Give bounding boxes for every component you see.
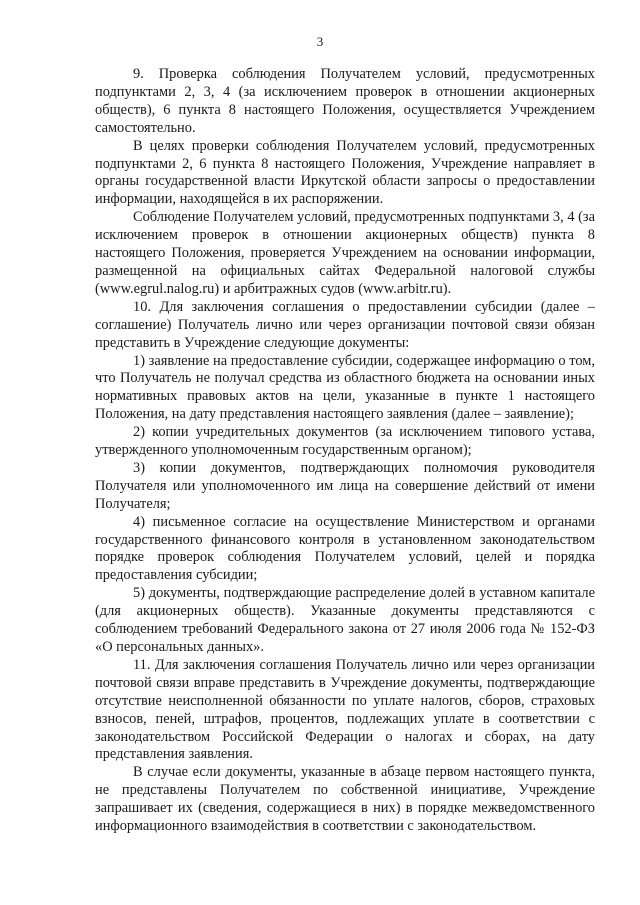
list-item-1-application: 1) заявление на предоставление субсидии, содержащее информацию о том, что Получатель не получал средства из областного бюджета на основании иных нормативных правовых актов на цели, указанные в пункте 1 настоящего Положения, на дату представления настоящего заявления (далее – заявление); (95, 352, 595, 423)
list-item-5-share-documents: 5) документы, подтверждающие распределение долей в уставном капитале (для акционерных обществ). Указанные документы представляются с соблюдением требований Федерального закона от 27 июля 2006 года № 152-ФЗ «О персональных данных». (95, 585, 595, 655)
paragraph-9-verification: 9. Проверка соблюдения Получателем условий, предусмотренных подпунктами 2, 3, 4 (за исключением проверок в отношении акционерных обществ), 6 пункта 8 настоящего Положения, осуществляется Учреждением самостоятельно. (95, 66, 595, 136)
document-body (95, 66, 595, 836)
page-number: 3 (316, 34, 324, 49)
paragraph-10-documents: 10. Для заключения соглашения о предоставлении субсидии (далее – соглашение) Получатель лично или через организации почтовой связи обязан представить в Учреждение следующие документы: (95, 298, 595, 351)
paragraph-11-tax-documents: 11. Для заключения соглашения Получатель лично или через организации почтовой связи вправе представить в Учреждение документы, подтверждающие отсутствие неисполненной обязанности по уплате налогов, сборов, страховых взносов, пеней, штрафов, процентов, подлежащих уплате в соответствии с законодательством Российской Федерации о налогах и сборах, на дату представления заявления. (95, 656, 595, 763)
list-item-4-written-consent: 4) письменное согласие на осуществление Министерством и органами государственного финансового контроля в установленном законодательством порядке проверок соблюдения Получателем условий, целей и порядка предоставления субсидии; (95, 513, 595, 584)
paragraph-interagency-request: В случае если документы, указанные в абзаце первом настоящего пункта, не представлены Получателем по собственной инициативе, Учреждение запрашивает их (сведения, содержащиеся в них) в порядке межведомственного информационного взаимодействия в соответствии с законодательством. (95, 764, 595, 835)
paragraph-compliance-check: Соблюдение Получателем условий, предусмотренных подпунктами 3, 4 (за исключением проверок в отношении акционерных обществ) пункта 8 настоящего Положения, проверяется Учреждением на основании информации, размещенной на официальных сайтах Федеральной налоговой службы (www.egrul.nalog.ru) и арбитражных судов (www.arbitr.ru). (95, 209, 595, 297)
list-item-3-authority-documents: 3) копии документов, подтверждающих полномочия руководителя Получателя или уполномоченного им лица на совершение действий от имени Получателя; (95, 459, 595, 512)
paragraph-verification-requests: В целях проверки соблюдения Получателем условий, предусмотренных подпунктами 2, 6 пункта 8 настоящего Положения, Учреждение направляет в органы государственной власти Иркутской области запросы о предоставлении информации, находящейся в их распоряжении. (95, 137, 595, 208)
list-item-2-charter-copies: 2) копии учредительных документов (за исключением типового устава, утвержденного уполномоченным государственным органом); (95, 424, 595, 459)
